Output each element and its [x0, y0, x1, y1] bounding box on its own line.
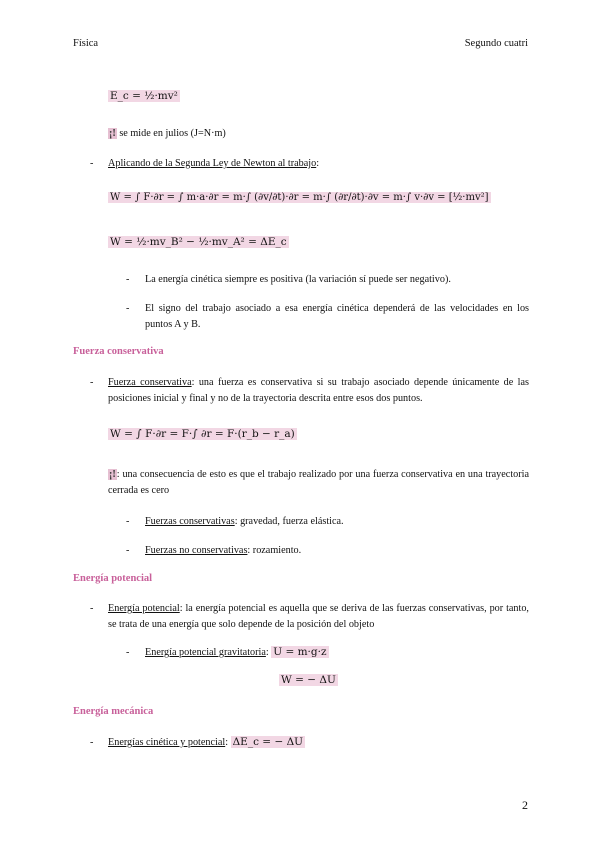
mechanical-bullet: Energías cinética y potencial: ΔE_c = − ΔU — [108, 736, 304, 748]
work-result-formula: W = ½·mv_B² − ½·mv_A² = ΔE_c — [110, 236, 287, 248]
kinetic-energy-formula: E_c = ½·mv² — [110, 90, 178, 102]
bullet-dash: - — [90, 603, 94, 614]
kinetic-note — [108, 126, 226, 142]
conservative-sub2-label: Fuerzas no conservativas — [145, 545, 248, 556]
conservative-bullet — [108, 375, 529, 406]
exclamation-mark: ¡! — [109, 128, 116, 139]
sub-dash: - — [126, 303, 130, 314]
conservative-bullet-label: Fuerza conservativa — [108, 377, 192, 388]
sub-dash: - — [126, 274, 130, 285]
potential-bullet — [108, 601, 529, 632]
potential-sub-label: Energía potencial gravitatoria — [145, 647, 266, 658]
bullet-dash: - — [90, 737, 94, 748]
conservative-bullet-text: : una fuerza es conservativa si su trabajo asociado depende únicamente de las posiciones inicial y final y no de la trayectoria descrita entre esos dos puntos. — [108, 377, 529, 404]
mechanical-bullet-label: Energías cinética y potencial — [108, 737, 226, 748]
work-potential-formula: W = − ΔU — [281, 674, 336, 686]
section-heading-conservative: Fuerza conservativa — [73, 346, 164, 357]
kinetic-sub1: La energía cinética siempre es positiva (la variación sí puede ser negativo). — [145, 274, 451, 285]
bullet-dash: - — [90, 377, 94, 388]
conservative-formula: W = ∫ F·∂r = F·∫ ∂r = F·(r_b − r_a) — [110, 428, 295, 440]
work-chain-formula: W = ∫ F·∂r = ∫ m·a·∂r = m·∫ (∂v/∂t)·∂r = m·∫ (∂r/∂t)·∂v = m·∫ v·∂v = [½·mv²] — [110, 192, 489, 203]
kinetic-note-text: se mide en julios (J=N·m) — [119, 128, 226, 139]
exclamation-mark: ¡! — [109, 469, 116, 480]
potential-sub: Energía potencial gravitatoria: U = m·g·z — [145, 646, 327, 658]
page-number: 2 — [522, 798, 528, 812]
potential-bullet-label: Energía potencial — [108, 603, 180, 614]
conservative-note-text: : una consecuencia de esto es que el trabajo realizado por una fuerza conservativa en una trayectoria cerrada es cero — [108, 469, 529, 496]
sub-dash: - — [126, 545, 130, 556]
conservative-sub1-text: : gravedad, fuerza elástica. — [234, 516, 344, 527]
sub-dash: - — [126, 516, 130, 527]
header-right: Segundo cuatri — [464, 38, 528, 49]
kinetic-sub2: El signo del trabajo asociado a esa energía cinética dependerá de las velocidades en los puntos A y B. — [145, 303, 529, 330]
conservative-note — [108, 467, 529, 498]
newton-bullet-label: Aplicando de la Segunda Ley de Newton al trabajo — [108, 158, 317, 169]
section-heading-potential: Energía potencial — [73, 573, 153, 584]
conservative-sub2-text: : rozamiento. — [247, 545, 302, 556]
conservative-sub1-label: Fuerzas conservativas — [145, 516, 235, 527]
conservative-sub2 — [145, 543, 301, 559]
sub-dash: - — [126, 647, 130, 658]
gravitational-potential-formula: U = m·g·z — [273, 646, 327, 658]
newton-bullet: Aplicando de la Segunda Ley de Newton al trabajo: — [108, 158, 320, 169]
conservative-sub1 — [145, 514, 344, 530]
header-left: Física — [73, 38, 99, 49]
bullet-dash: - — [90, 158, 94, 169]
section-heading-mechanical: Energía mecánica — [73, 706, 154, 717]
potential-bullet-text: : la energía potencial es aquella que se deriva de las fuerzas conservativas, por tanto, se trata de una energía que solo depende de la posición del objeto — [108, 603, 529, 630]
mechanical-formula: ΔE_c = − ΔU — [232, 736, 304, 748]
